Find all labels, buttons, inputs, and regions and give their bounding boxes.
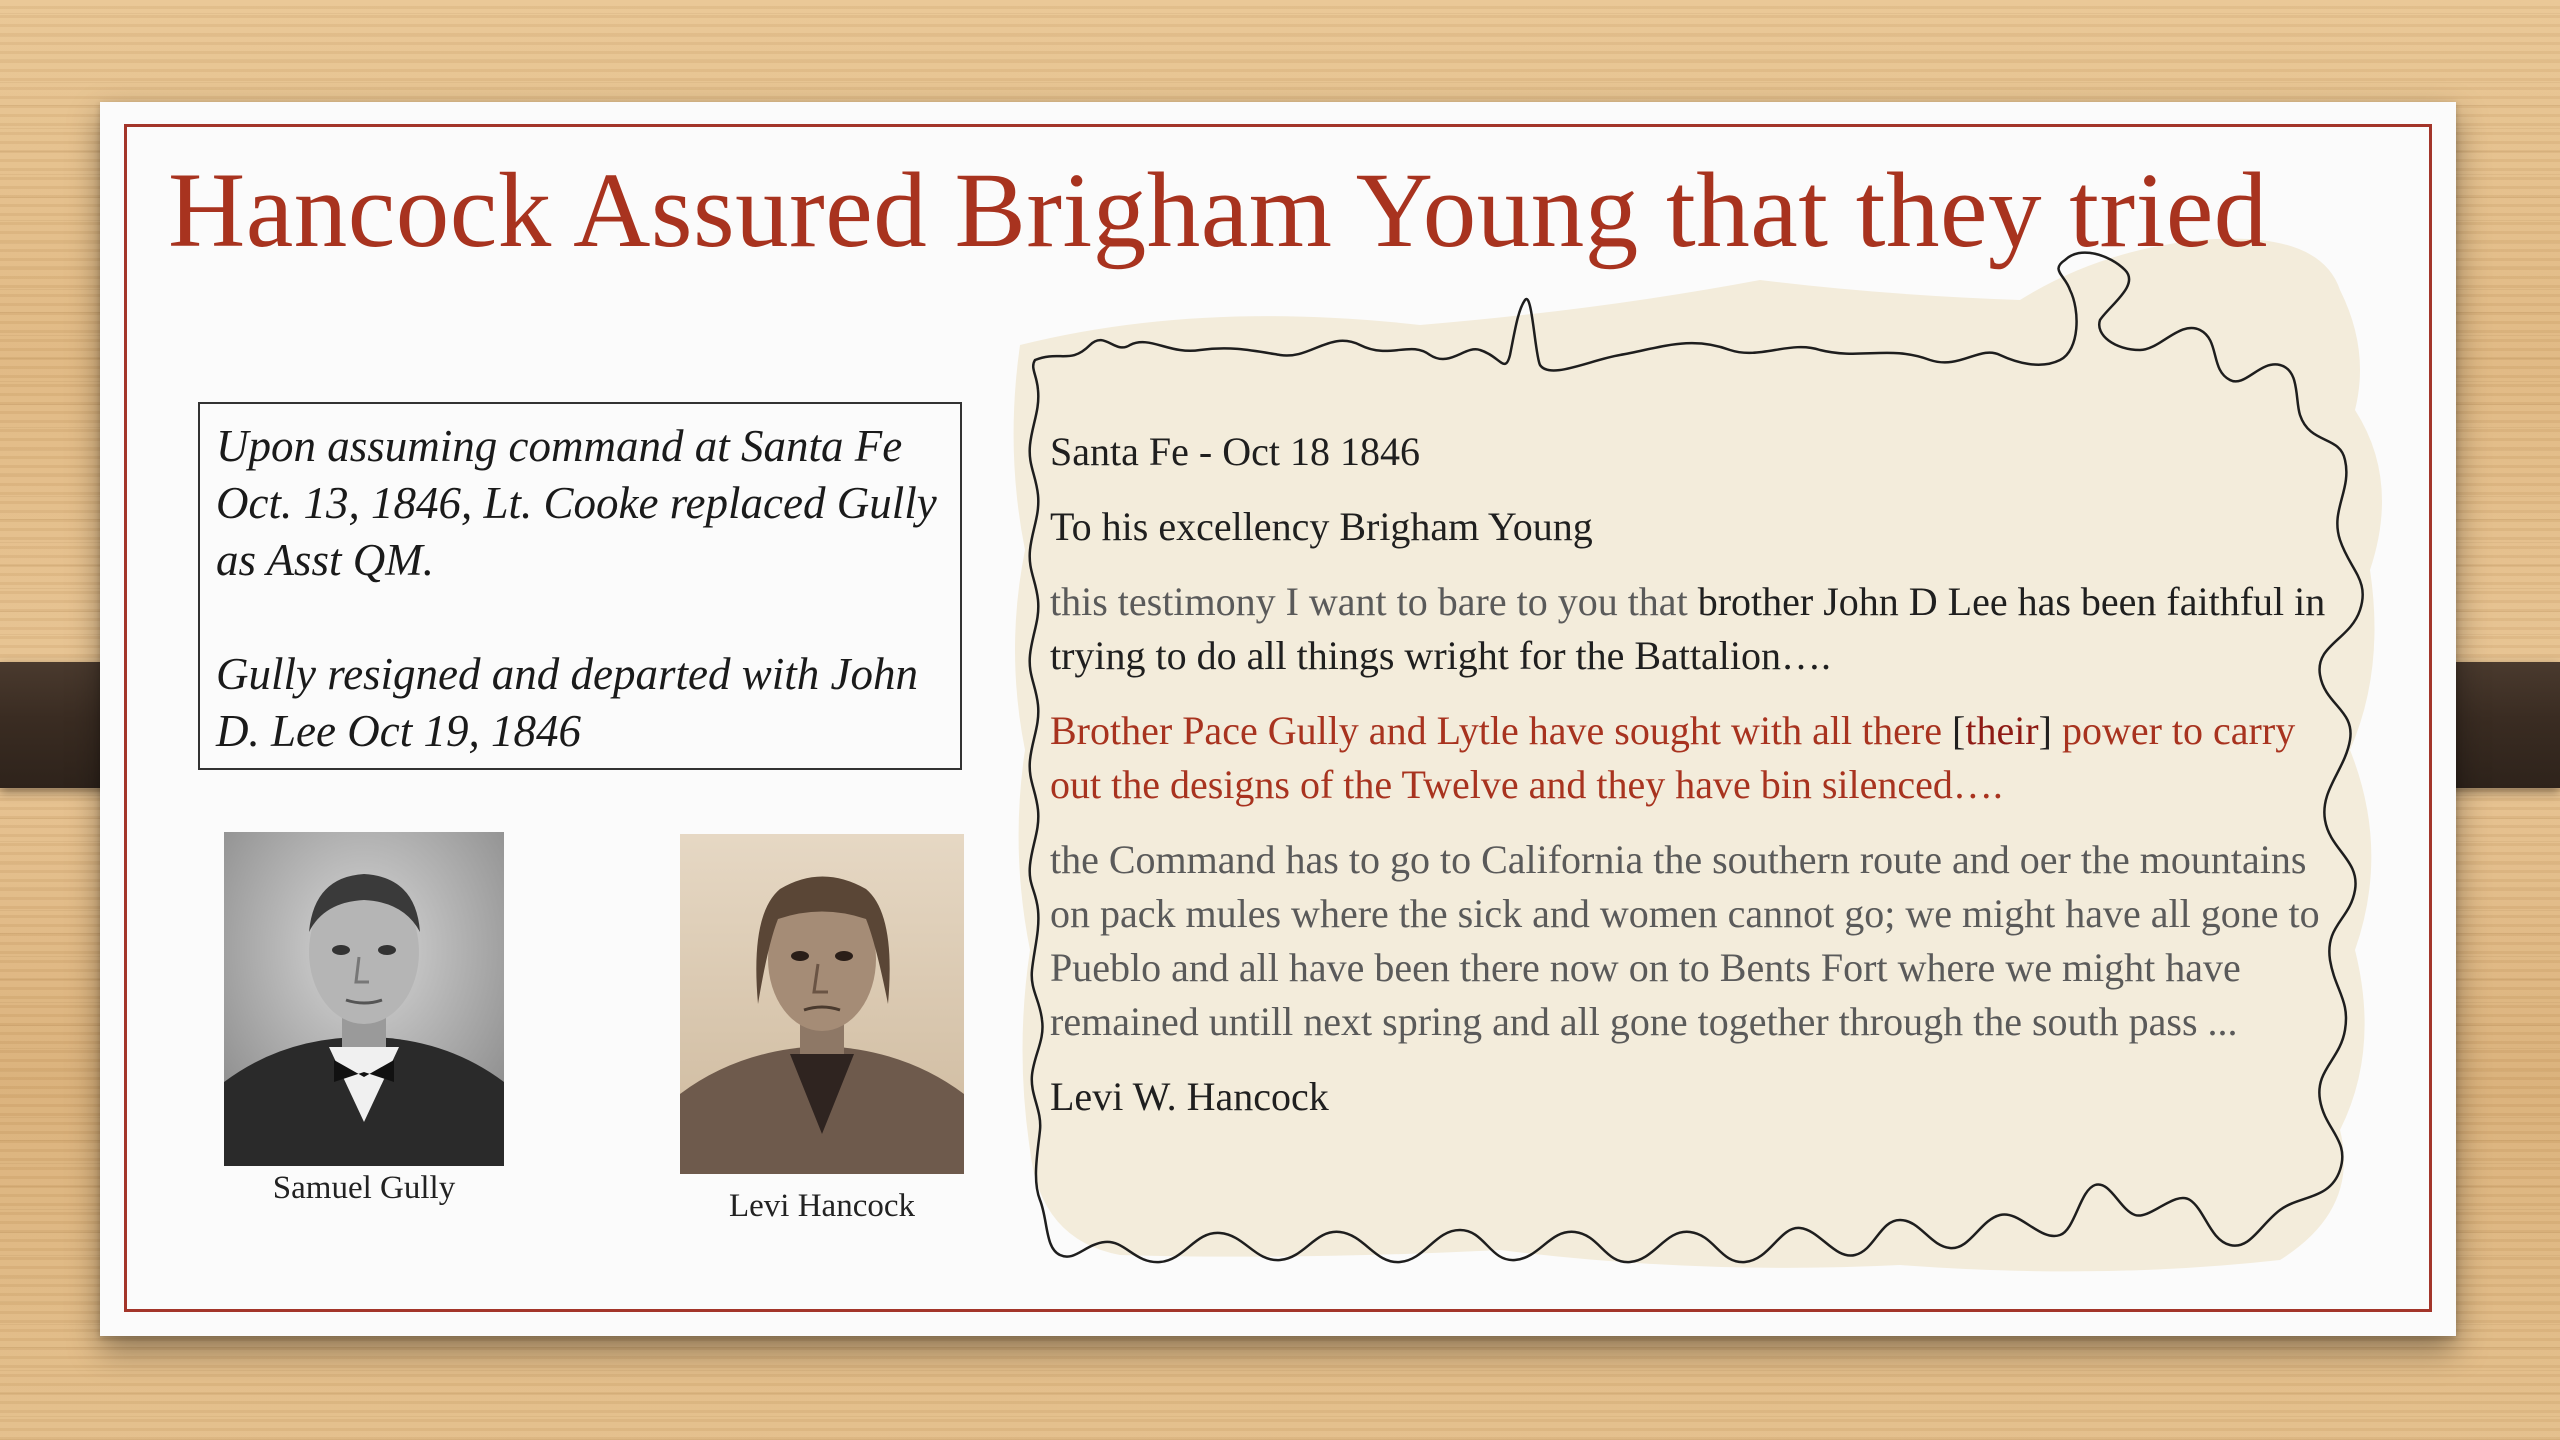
info-paragraph-1: Upon assuming command at Santa Fe Oct. 13, 1846, Lt. Cooke replaced Gully as Asst QM.	[216, 421, 937, 585]
letter-paragraph-1	[1050, 575, 2350, 683]
info-box	[198, 402, 962, 770]
letter-paragraph-2-end: power to carry out the designs of the Twelve and they have bin silenced….	[1050, 708, 2296, 807]
letter-signature: Levi W. Hancock	[1050, 1074, 1329, 1119]
spelling-correction: their	[1965, 708, 2039, 753]
letter-paragraph-3: the Command has to go to California the southern route and oer the mountains on pack mules where the sick and women cannot go; we might have all gone to Pueblo and all have been there now on to Bents Fort where we might have remained untill next spring and all gone together through the south pass ...	[1050, 837, 2320, 1044]
bracket-close: ]	[2038, 708, 2052, 753]
bracket-open: [	[1952, 708, 1966, 753]
portrait-photo-icon	[224, 832, 504, 1166]
letter-date-line: Santa Fe - Oct 18 1846	[1050, 429, 1420, 474]
portrait-caption-hancock: Levi Hancock	[729, 1188, 915, 1224]
slide-title: Hancock Assured Brigham Young that they tried	[168, 152, 2268, 270]
letter-salutation: To his excellency Brigham Young	[1050, 504, 1593, 549]
portrait-caption-gully: Samuel Gully	[272, 1170, 456, 1206]
letter-paragraph-1-intro: this testimony I want to bare to you that	[1050, 579, 1698, 624]
letter-paragraph-2	[1050, 704, 2350, 812]
letter-paragraph-1-body: brother John D Lee has been faithful in trying to do all things wright for the Battalion….	[1050, 579, 2326, 678]
letter-paragraph-2-start: Brother Pace Gully and Lytle have sought with all there	[1050, 708, 1952, 753]
letter-text	[1050, 425, 2350, 1145]
info-paragraph-2: Gully resigned and departed with John D. Lee Oct 19, 1846	[216, 649, 918, 756]
